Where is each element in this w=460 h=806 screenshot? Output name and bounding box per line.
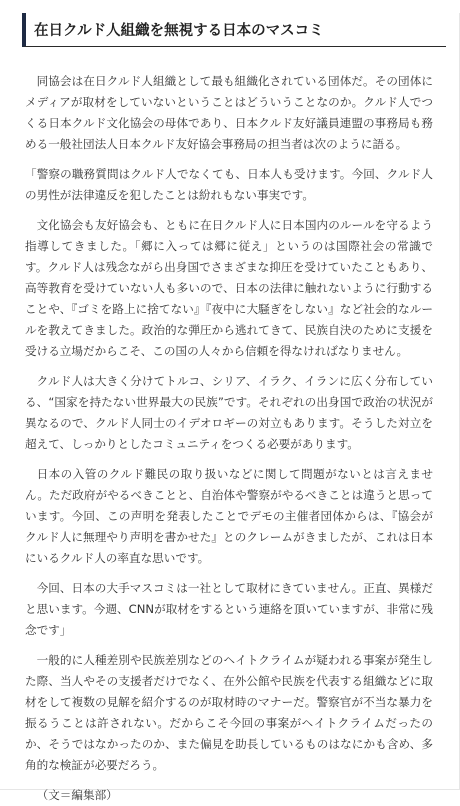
paragraph-2-quote-start: 「警察の職務質問はクルド人でなくても、日本人も受けます。今回、クルド人の男性が法律違反を犯したことは紛れもない事実です。 xyxy=(25,167,433,202)
paragraph-1: 同協会は在日クルド人組織として最も組織化されている団体だ。その団体にメディアが取材をしていないということはどういうことなのか。クルド人でつくる日本クルド文化協会の母体であり、日本クルド友好議員連盟の事務局も務める一般社団法人日本クルド友好協会事務局の担当者は次のように語る。 xyxy=(25,74,433,151)
article-body xyxy=(25,71,433,806)
byline: （文＝編集部） xyxy=(36,788,118,802)
paragraph-7: 一般的に人種差別や民族差別などのヘイトクライムが疑われる事案が発生した際、当人やその支援者だけでなく、在外公館や民族を代表する組織などに取材をして複数の見解を紹介するのが取材時のマナーだ。警察官が不当な暴力を振るうことは許されない。だからこそ今回の事案がヘイトクライムだったのか、そうではなかったのか、また偏見を助長しているものはなにかも含め、多角的な検証が必要だろう。 xyxy=(25,653,433,772)
paragraph-6: 今回、日本の大手マスコミは一社として取材にきていません。正直、異様だと思います。今週、CNNが取材をするという連絡を頂いていますが、非常に残念です」 xyxy=(25,581,433,637)
paragraph-3: 文化協会も友好協会も、ともに在日クルド人に日本国内のルールを守るよう指導してきました。「郷に入っては郷に従え」というのは国際社会の常識です。クルド人は残念ながら出身国でさまざまな抑圧を受けていたこともあり、高等教育を受けていない人も多いので、日本の法律に触れないように行動することや、『ゴミを路上に捨てない』『夜中に大騒ぎをしない』など社会的なルールを教えてきました。政治的な弾圧から逃れてきて、民族自決のために支援を受ける立場だからこそ、この国の人々から信頼を得なければなりません。 xyxy=(25,218,433,358)
article-heading: 在日クルド人組織を無視する日本のマスコミ xyxy=(22,13,446,47)
article-page xyxy=(0,13,460,802)
paragraph-4: クルド人は大きく分けてトルコ、シリア、イラク、イランに広く分布している、“国家を持たない世界最大の民族”です。それぞれの出身国で政治の状況が異なるので、クルド人同士のイデオロギーの対立もあります。そうした対立を超えて、しっかりとしたコミュニティをつくる必要があります。 xyxy=(25,374,433,451)
paragraph-5: 日本の入管のクルド難民の取り扱いなどに関して問題がないとは言えません。ただ政府がやるべきことと、自治体や警察がやるべきことは違うと思っています。今回、この声明を発表したことでデモの主催者団体からは、『協会がクルド人に無理やり声明を書かせた』とのクレームがきましたが、これは日本にいるクルド人の率直な思いです。 xyxy=(25,467,433,565)
